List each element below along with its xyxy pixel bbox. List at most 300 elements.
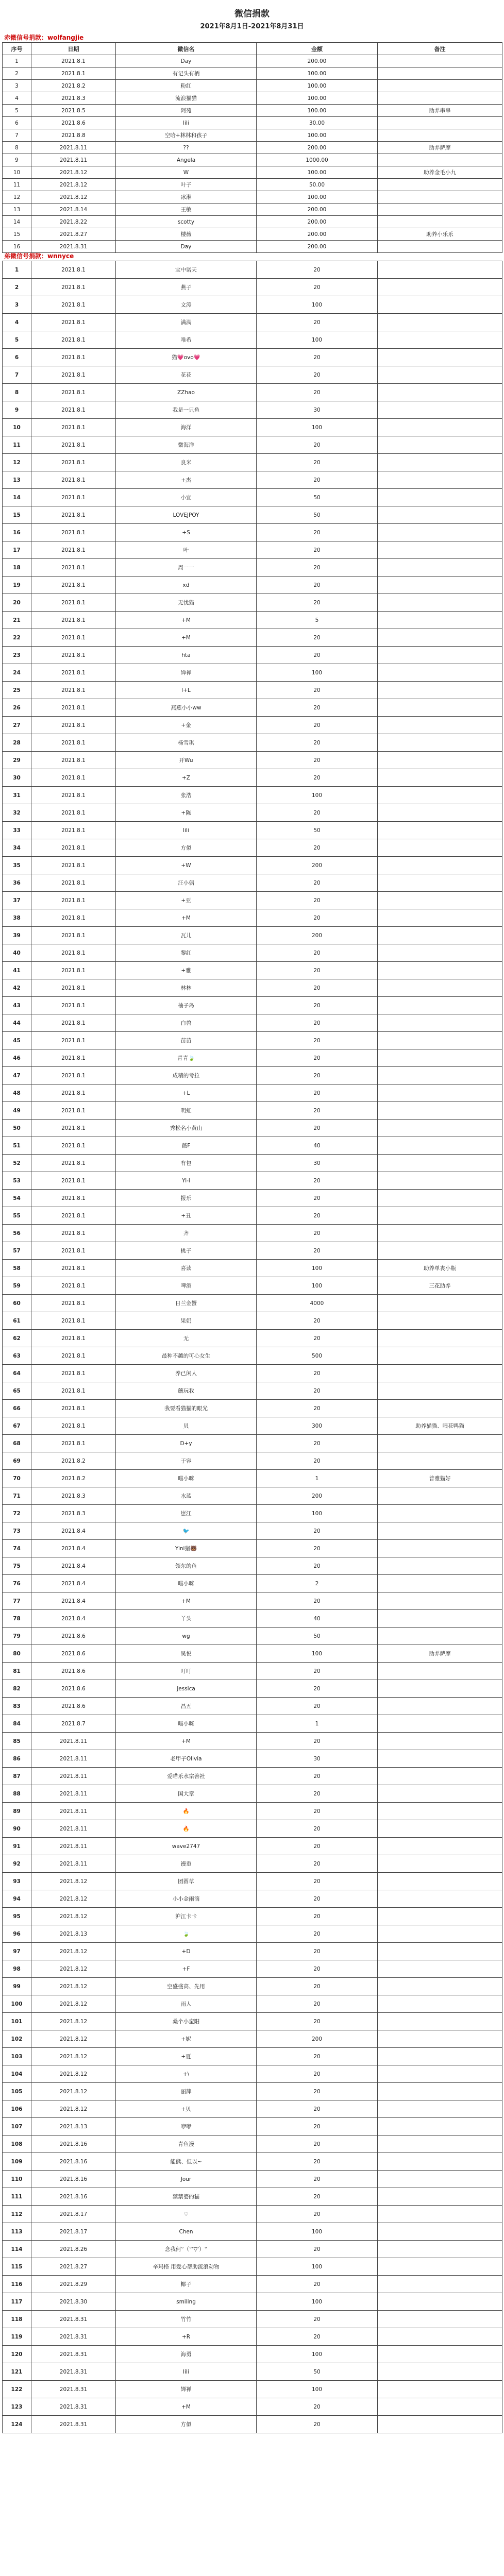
cell-seq: 37 [3, 892, 31, 909]
cell-name: +M [116, 2398, 257, 2416]
donation-table-2 [2, 261, 502, 2433]
cell-date: 2021.8.6 [31, 1698, 116, 1715]
cell-date: 2021.8.11 [31, 1785, 116, 1803]
cell-amount: 20 [257, 1855, 378, 1873]
cell-amount: 1 [257, 1715, 378, 1733]
cell-seq: 46 [3, 1049, 31, 1067]
table-row [3, 962, 502, 979]
table-row [3, 2118, 502, 2136]
cell-name: 婵禅 [116, 664, 257, 682]
cell-note [378, 594, 502, 612]
cell-name: 养已闲人 [116, 1365, 257, 1382]
cell-date: 2021.8.6 [31, 1628, 116, 1645]
cell-date: 2021.8.13 [31, 2118, 116, 2136]
cell-date: 2021.8.1 [31, 349, 116, 366]
cell-name: 椰子 [116, 2276, 257, 2293]
cell-amount: 20 [257, 1890, 378, 1908]
cell-name: 林林 [116, 979, 257, 997]
table-row [3, 577, 502, 594]
cell-name: +M [116, 1592, 257, 1610]
cell-amount: 50 [257, 489, 378, 506]
cell-seq: 11 [3, 179, 31, 191]
cell-seq: 55 [3, 1207, 31, 1225]
table-row [3, 752, 502, 769]
table-row [3, 1750, 502, 1768]
cell-seq: 92 [3, 1855, 31, 1873]
cell-name: 昌五 [116, 1698, 257, 1715]
cell-date: 2021.8.1 [31, 857, 116, 874]
cell-amount: 20 [257, 769, 378, 787]
cell-date: 2021.8.12 [31, 179, 116, 191]
cell-amount: 20 [257, 1768, 378, 1785]
cell-name: 🔥 [116, 1803, 257, 1820]
cell-name: hta [116, 647, 257, 664]
table-row [3, 1155, 502, 1172]
cell-seq: 34 [3, 839, 31, 857]
table-row [3, 1575, 502, 1592]
cell-date: 2021.8.12 [31, 1890, 116, 1908]
cell-name: 微海洋 [116, 436, 257, 454]
cell-date: 2021.8.1 [31, 67, 116, 80]
cell-seq: 97 [3, 1943, 31, 1960]
cell-date: 2021.8.31 [31, 241, 116, 253]
cell-date: 2021.8.1 [31, 664, 116, 682]
cell-note [378, 1820, 502, 1838]
cell-note [378, 2223, 502, 2241]
table-row [3, 1400, 502, 1417]
cell-amount: 20 [257, 1820, 378, 1838]
cell-name: 🔥 [116, 1820, 257, 1838]
column-header: 日期 [31, 43, 116, 55]
cell-amount: 100.00 [257, 166, 378, 179]
cell-name: 苗苗 [116, 1032, 257, 1049]
cell-seq: 10 [3, 166, 31, 179]
cell-amount: 20 [257, 962, 378, 979]
cell-date: 2021.8.1 [31, 892, 116, 909]
cell-seq: 50 [3, 1120, 31, 1137]
cell-note [378, 1190, 502, 1207]
cell-note [378, 2416, 502, 2433]
cell-date: 2021.8.27 [31, 228, 116, 241]
cell-amount: 20 [257, 1908, 378, 1925]
cell-date: 2021.8.11 [31, 1820, 116, 1838]
table-row [3, 1925, 502, 1943]
cell-date: 2021.8.1 [31, 1242, 116, 1260]
cell-amount: 20 [257, 2241, 378, 2258]
cell-name: 开Wu [116, 752, 257, 769]
cell-name: xd [116, 577, 257, 594]
cell-date: 2021.8.1 [31, 804, 116, 822]
cell-seq: 11 [3, 436, 31, 454]
cell-seq: 52 [3, 1155, 31, 1172]
cell-amount: 100 [257, 2381, 378, 2398]
table-row [3, 682, 502, 699]
cell-date: 2021.8.17 [31, 2223, 116, 2241]
cell-note [378, 1978, 502, 1995]
cell-note [378, 2083, 502, 2100]
cell-note [378, 279, 502, 296]
cell-name: 桃子 [116, 1242, 257, 1260]
cell-note [378, 909, 502, 927]
table-row [3, 2241, 502, 2258]
cell-amount: 20 [257, 1663, 378, 1680]
cell-name: 能熊、但以~ [116, 2153, 257, 2171]
cell-note [378, 1575, 502, 1592]
cell-note [378, 1873, 502, 1890]
cell-seq: 14 [3, 216, 31, 228]
cell-name: W [116, 166, 257, 179]
cell-name: 薇F [116, 1137, 257, 1155]
table-row [3, 1084, 502, 1102]
cell-amount: 50 [257, 1628, 378, 1645]
cell-seq: 3 [3, 296, 31, 314]
cell-amount: 20 [257, 384, 378, 401]
cell-seq: 8 [3, 142, 31, 154]
cell-note [378, 191, 502, 204]
cell-seq: 1 [3, 261, 31, 279]
cell-date: 2021.8.1 [31, 752, 116, 769]
cell-seq: 58 [3, 1260, 31, 1277]
cell-name: 竹竹 [116, 2311, 257, 2328]
cell-seq: 72 [3, 1505, 31, 1522]
cell-name: 青青🍃 [116, 1049, 257, 1067]
cell-seq: 73 [3, 1522, 31, 1540]
cell-amount: 20 [257, 1435, 378, 1452]
cell-date: 2021.8.1 [31, 1225, 116, 1242]
cell-seq: 120 [3, 2346, 31, 2363]
cell-seq: 86 [3, 1750, 31, 1768]
cell-date: 2021.8.4 [31, 1610, 116, 1628]
cell-amount: 200.00 [257, 142, 378, 154]
cell-seq: 1 [3, 55, 31, 67]
table-row [3, 1698, 502, 1715]
cell-date: 2021.8.1 [31, 769, 116, 787]
table-row [3, 1277, 502, 1295]
cell-amount: 50 [257, 822, 378, 839]
cell-name: +D [116, 1943, 257, 1960]
cell-amount: 20 [257, 524, 378, 541]
cell-seq: 51 [3, 1137, 31, 1155]
cell-date: 2021.8.8 [31, 129, 116, 142]
cell-date: 2021.8.1 [31, 629, 116, 647]
cell-date: 2021.8.12 [31, 1978, 116, 1995]
cell-date: 2021.8.12 [31, 166, 116, 179]
table-row [3, 1645, 502, 1663]
cell-date: 2021.8.12 [31, 2065, 116, 2083]
table-row [3, 647, 502, 664]
cell-name: +R [116, 2328, 257, 2346]
cell-seq: 85 [3, 1733, 31, 1750]
cell-date: 2021.8.12 [31, 2030, 116, 2048]
cell-date: 2021.8.1 [31, 524, 116, 541]
cell-date: 2021.8.1 [31, 1260, 116, 1277]
cell-date: 2021.8.31 [31, 2311, 116, 2328]
cell-date: 2021.8.14 [31, 204, 116, 216]
cell-amount: 20 [257, 1312, 378, 1330]
table-row [3, 296, 502, 314]
cell-date: 2021.8.1 [31, 699, 116, 717]
cell-date: 2021.8.1 [31, 1120, 116, 1137]
table-row [3, 2381, 502, 2398]
cell-amount: 200.00 [257, 204, 378, 216]
cell-note [378, 647, 502, 664]
cell-seq: 119 [3, 2328, 31, 2346]
cell-amount: 20 [257, 454, 378, 471]
cell-name: ZZhao [116, 384, 257, 401]
cell-name: 燕燕小小ww [116, 699, 257, 717]
table-row [3, 1452, 502, 1470]
table-row [3, 629, 502, 647]
cell-name: 崽江 [116, 1505, 257, 1522]
cell-seq: 20 [3, 594, 31, 612]
cell-name: 空哈+林林和孩子 [116, 129, 257, 142]
cell-date: 2021.8.3 [31, 1505, 116, 1522]
cell-seq: 6 [3, 349, 31, 366]
table-row [3, 1295, 502, 1312]
cell-note [378, 1452, 502, 1470]
table-row [3, 1014, 502, 1032]
table-row [3, 1470, 502, 1487]
table-row [3, 927, 502, 944]
cell-amount: 20 [257, 1102, 378, 1120]
cell-seq: 108 [3, 2136, 31, 2153]
cell-name: 于容 [116, 1452, 257, 1470]
cell-seq: 23 [3, 647, 31, 664]
cell-amount: 100.00 [257, 191, 378, 204]
cell-date: 2021.8.1 [31, 331, 116, 349]
cell-amount: 30 [257, 401, 378, 419]
cell-amount: 500 [257, 1347, 378, 1365]
cell-note: 助养单丧小瓶 [378, 1260, 502, 1277]
cell-date: 2021.8.1 [31, 506, 116, 524]
cell-date: 2021.8.3 [31, 1487, 116, 1505]
table-row [3, 1610, 502, 1628]
cell-note [378, 471, 502, 489]
table-row [3, 1330, 502, 1347]
cell-name: +F [116, 1960, 257, 1978]
cell-note [378, 1557, 502, 1575]
table-row [3, 1628, 502, 1645]
cell-amount: 300 [257, 1417, 378, 1435]
cell-amount: 20 [257, 1733, 378, 1750]
cell-name: +W [116, 857, 257, 874]
cell-note [378, 2293, 502, 2311]
cell-note [378, 296, 502, 314]
cell-note [378, 2100, 502, 2118]
cell-note [378, 2363, 502, 2381]
cell-name: ?? [116, 142, 257, 154]
cell-name: Yi-i [116, 1172, 257, 1190]
cell-seq: 118 [3, 2311, 31, 2328]
cell-seq: 41 [3, 962, 31, 979]
cell-date: 2021.8.12 [31, 1995, 116, 2013]
table-row [3, 909, 502, 927]
cell-amount: 20 [257, 436, 378, 454]
cell-date: 2021.8.1 [31, 1435, 116, 1452]
cell-amount: 100 [257, 664, 378, 682]
cell-amount: 20 [257, 1382, 378, 1400]
cell-amount: 100 [257, 1645, 378, 1663]
cell-note [378, 1032, 502, 1049]
cell-date: 2021.8.1 [31, 1347, 116, 1365]
cell-note [378, 349, 502, 366]
cell-note [378, 1120, 502, 1137]
donation-table-1 [2, 42, 502, 253]
cell-seq: 91 [3, 1838, 31, 1855]
cell-name: 燕子 [116, 279, 257, 296]
cell-date: 2021.8.1 [31, 1382, 116, 1400]
cell-date: 2021.8.1 [31, 787, 116, 804]
cell-date: 2021.8.1 [31, 612, 116, 629]
table-row [3, 2258, 502, 2276]
cell-amount: 20 [257, 261, 378, 279]
cell-amount: 20 [257, 1978, 378, 1995]
cell-date: 2021.8.1 [31, 1277, 116, 1295]
cell-name: scotty [116, 216, 257, 228]
cell-seq: 5 [3, 331, 31, 349]
cell-amount: 20 [257, 594, 378, 612]
cell-amount: 20 [257, 1557, 378, 1575]
cell-seq: 83 [3, 1698, 31, 1715]
cell-seq: 104 [3, 2065, 31, 2083]
table-row [3, 471, 502, 489]
table-row [3, 1225, 502, 1242]
cell-name: 念我何°（°'▽'）° [116, 2241, 257, 2258]
cell-seq: 94 [3, 1890, 31, 1908]
cell-amount: 20 [257, 314, 378, 331]
cell-name: 海洋 [116, 419, 257, 436]
cell-seq: 26 [3, 699, 31, 717]
cell-name: smiling [116, 2293, 257, 2311]
cell-note [378, 80, 502, 92]
cell-seq: 66 [3, 1400, 31, 1417]
cell-date: 2021.8.1 [31, 279, 116, 296]
cell-seq: 2 [3, 279, 31, 296]
cell-amount: 20 [257, 1365, 378, 1382]
cell-name: 蘑玩我 [116, 1382, 257, 1400]
cell-amount: 20 [257, 1225, 378, 1242]
cell-date: 2021.8.1 [31, 979, 116, 997]
cell-date: 2021.8.12 [31, 191, 116, 204]
cell-seq: 13 [3, 204, 31, 216]
cell-name: Jessica [116, 1680, 257, 1698]
cell-seq: 98 [3, 1960, 31, 1978]
cell-name: 沪江卡卡 [116, 1908, 257, 1925]
cell-name: 果奶 [116, 1312, 257, 1330]
cell-note [378, 2258, 502, 2276]
cell-date: 2021.8.1 [31, 1137, 116, 1155]
cell-amount: 100.00 [257, 105, 378, 117]
cell-seq: 122 [3, 2381, 31, 2398]
table-row [3, 228, 502, 241]
cell-seq: 110 [3, 2171, 31, 2188]
cell-seq: 12 [3, 454, 31, 471]
cell-note [378, 1487, 502, 1505]
cell-note [378, 1137, 502, 1155]
cell-date: 2021.8.3 [31, 92, 116, 105]
cell-note [378, 1663, 502, 1680]
cell-note [378, 699, 502, 717]
table-row [3, 2171, 502, 2188]
cell-date: 2021.8.31 [31, 2363, 116, 2381]
cell-date: 2021.8.1 [31, 471, 116, 489]
cell-amount: 20 [257, 2065, 378, 2083]
table-row [3, 699, 502, 717]
cell-seq: 70 [3, 1470, 31, 1487]
cell-date: 2021.8.1 [31, 1014, 116, 1032]
cell-note [378, 2241, 502, 2258]
cell-seq: 113 [3, 2223, 31, 2241]
table-row [3, 1435, 502, 1452]
table-row [3, 1347, 502, 1365]
cell-note [378, 2048, 502, 2065]
table-row [3, 366, 502, 384]
cell-note [378, 1960, 502, 1978]
cell-seq: 48 [3, 1084, 31, 1102]
cell-amount: 20 [257, 2276, 378, 2293]
cell-date: 2021.8.1 [31, 682, 116, 699]
table-row [3, 2065, 502, 2083]
cell-name: 辛玛格 用爱心帮助流浪动物 [116, 2258, 257, 2276]
cell-name: 花花 [116, 366, 257, 384]
cell-date: 2021.8.1 [31, 436, 116, 454]
cell-seq: 93 [3, 1873, 31, 1890]
cell-date: 2021.8.1 [31, 927, 116, 944]
cell-name: 冰淋 [116, 191, 257, 204]
cell-amount: 20 [257, 2136, 378, 2153]
cell-name: 我要看猫猫的眼光 [116, 1400, 257, 1417]
cell-seq: 54 [3, 1190, 31, 1207]
cell-note [378, 979, 502, 997]
cell-note [378, 2030, 502, 2048]
cell-date: 2021.8.1 [31, 1417, 116, 1435]
cell-seq: 106 [3, 2100, 31, 2118]
cell-name: 领东的鱼 [116, 1557, 257, 1575]
cell-amount: 100 [257, 2223, 378, 2241]
cell-note [378, 204, 502, 216]
cell-date: 2021.8.1 [31, 1067, 116, 1084]
cell-amount: 20 [257, 2206, 378, 2223]
cell-note [378, 1750, 502, 1768]
cell-name: +陈 [116, 804, 257, 822]
cell-note [378, 559, 502, 577]
cell-date: 2021.8.12 [31, 2048, 116, 2065]
cell-date: 2021.8.1 [31, 314, 116, 331]
table-row [3, 997, 502, 1014]
table-row [3, 2293, 502, 2311]
cell-name: 喜读 [116, 1260, 257, 1277]
cell-name: 咿咿 [116, 2118, 257, 2136]
cell-seq: 33 [3, 822, 31, 839]
cell-seq: 61 [3, 1312, 31, 1330]
table-row [3, 524, 502, 541]
cell-amount: 100.00 [257, 129, 378, 142]
cell-name: Jour [116, 2171, 257, 2188]
table-row [3, 2153, 502, 2171]
table-row [3, 154, 502, 166]
cell-name: Yini猪🐻 [116, 1540, 257, 1557]
cell-note [378, 1540, 502, 1557]
cell-amount: 5 [257, 612, 378, 629]
cell-seq: 4 [3, 92, 31, 105]
cell-note [378, 857, 502, 874]
cell-name: 雨人 [116, 1995, 257, 2013]
cell-date: 2021.8.6 [31, 117, 116, 129]
cell-date: 2021.8.1 [31, 944, 116, 962]
table-row [3, 1873, 502, 1890]
cell-seq: 114 [3, 2241, 31, 2258]
cell-amount: 1 [257, 1470, 378, 1487]
